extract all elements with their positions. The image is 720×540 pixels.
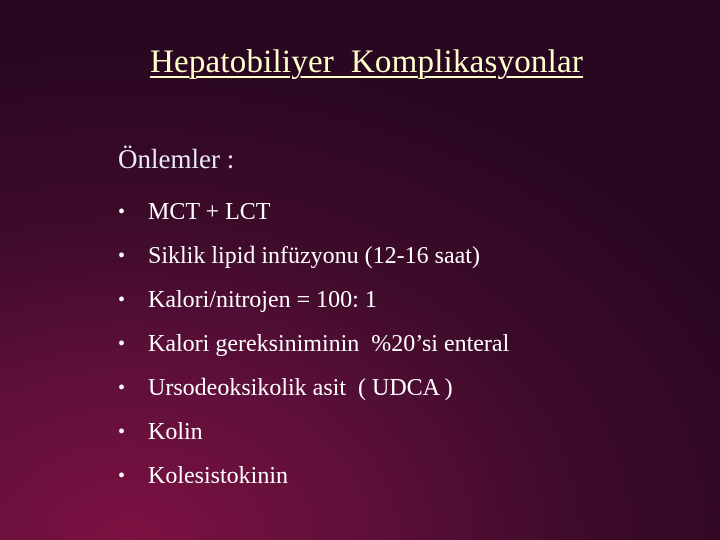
bullet-text: MCT + LCT <box>148 199 271 225</box>
bullet-dot-icon: • <box>118 289 126 311</box>
bullet-text: Kalori/nitrojen = 100: 1 <box>148 287 377 313</box>
bullet-list <box>118 192 509 500</box>
bullet-text: Ursodeoksikolik asit ( UDCA ) <box>148 375 453 401</box>
bullet-text: Kolesistokinin <box>148 463 289 489</box>
bullet-dot-icon: • <box>118 421 126 443</box>
bullet-item <box>118 324 509 368</box>
bullet-item <box>118 412 509 456</box>
bullet-text: Siklik lipid infüzyonu (12-16 saat) <box>148 243 480 269</box>
bullet-item <box>118 368 509 412</box>
bullet-dot-icon: • <box>118 245 126 267</box>
slide-title: Hepatobiliyer Komplikasyonlar <box>149 44 584 80</box>
bullet-dot-icon: • <box>118 201 126 223</box>
bullet-item <box>118 280 509 324</box>
bullet-text: Kalori gereksiniminin %20’si enteral <box>148 331 510 357</box>
bullet-item <box>118 236 509 280</box>
bullet-dot-icon: • <box>118 465 126 487</box>
bullet-text: Kolin <box>148 419 203 445</box>
bullet-item <box>118 456 509 500</box>
section-heading: Önlemler : <box>118 144 235 174</box>
bullet-item <box>118 192 509 236</box>
bullet-dot-icon: • <box>118 333 126 355</box>
bullet-dot-icon: • <box>118 377 126 399</box>
